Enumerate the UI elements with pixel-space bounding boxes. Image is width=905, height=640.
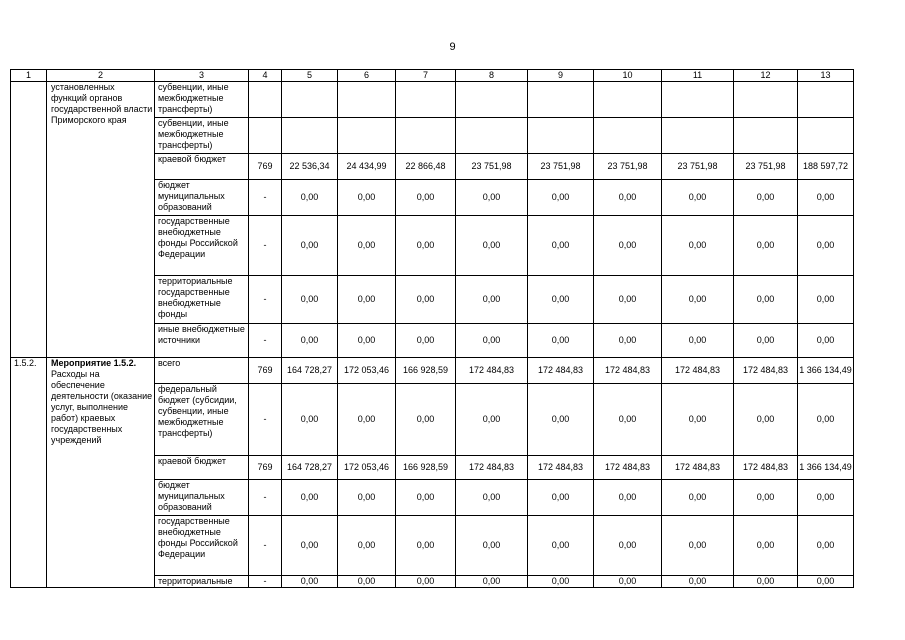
value-cell: 0,00 xyxy=(528,216,594,276)
funding-source: краевой бюджет xyxy=(155,154,249,180)
value-cell: 0,00 xyxy=(594,480,662,516)
value-cell: - xyxy=(249,516,282,576)
value-cell xyxy=(662,82,734,118)
value-cell xyxy=(338,82,396,118)
value-cell xyxy=(456,82,528,118)
value-cell: 188 597,72 xyxy=(798,154,854,180)
funding-source: территориальные xyxy=(155,576,249,588)
value-cell: 0,00 xyxy=(338,216,396,276)
value-cell xyxy=(594,118,662,154)
table-row xyxy=(11,358,854,384)
activity-description: установленных функций органов государственной власти Приморского края xyxy=(51,82,153,125)
value-cell: 0,00 xyxy=(798,180,854,216)
value-cell: 164 728,27 xyxy=(282,358,338,384)
funding-source: бюджет муниципальных образований xyxy=(155,480,249,516)
column-header: 12 xyxy=(734,70,798,82)
header-row xyxy=(11,70,854,82)
value-cell: 22 866,48 xyxy=(396,154,456,180)
column-header: 3 xyxy=(155,70,249,82)
value-cell: 1 366 134,49 xyxy=(798,358,854,384)
value-cell: 0,00 xyxy=(594,576,662,588)
value-cell: 0,00 xyxy=(396,216,456,276)
funding-source: всего xyxy=(155,358,249,384)
value-cell: 0,00 xyxy=(594,276,662,324)
value-cell: 0,00 xyxy=(798,384,854,456)
funding-source: краевой бюджет xyxy=(155,456,249,480)
value-cell xyxy=(338,118,396,154)
value-cell: 769 xyxy=(249,358,282,384)
value-cell: 0,00 xyxy=(594,216,662,276)
value-cell: 0,00 xyxy=(456,480,528,516)
value-cell xyxy=(249,82,282,118)
column-header: 7 xyxy=(396,70,456,82)
value-cell: 0,00 xyxy=(396,516,456,576)
activity-description: Расходы на обеспечение деятельности (оказание услуг, выполнение работ) краевых государственных учреждений xyxy=(51,369,153,445)
value-cell: 172 484,83 xyxy=(528,358,594,384)
column-header: 11 xyxy=(662,70,734,82)
value-cell xyxy=(396,82,456,118)
column-header: 6 xyxy=(338,70,396,82)
funding-source: субвенции, иные межбюджетные трансферты) xyxy=(155,118,249,154)
value-cell: 172 484,83 xyxy=(734,456,798,480)
value-cell: 0,00 xyxy=(338,576,396,588)
value-cell: - xyxy=(249,180,282,216)
value-cell: 0,00 xyxy=(456,216,528,276)
value-cell: - xyxy=(249,576,282,588)
value-cell: 0,00 xyxy=(662,276,734,324)
value-cell: 0,00 xyxy=(528,576,594,588)
value-cell: 166 928,59 xyxy=(396,358,456,384)
column-header: 10 xyxy=(594,70,662,82)
value-cell: 0,00 xyxy=(594,516,662,576)
value-cell: 0,00 xyxy=(338,516,396,576)
column-header: 1 xyxy=(11,70,47,82)
value-cell: 0,00 xyxy=(594,384,662,456)
value-cell: 0,00 xyxy=(662,384,734,456)
value-cell: 0,00 xyxy=(456,324,528,358)
value-cell: 0,00 xyxy=(662,216,734,276)
value-cell xyxy=(734,82,798,118)
value-cell: 0,00 xyxy=(282,516,338,576)
value-cell: - xyxy=(249,324,282,358)
value-cell: - xyxy=(249,216,282,276)
value-cell: 0,00 xyxy=(396,576,456,588)
value-cell: 0,00 xyxy=(734,516,798,576)
value-cell: 166 928,59 xyxy=(396,456,456,480)
value-cell: 23 751,98 xyxy=(456,154,528,180)
value-cell: 0,00 xyxy=(798,576,854,588)
value-cell: 0,00 xyxy=(396,180,456,216)
value-cell: 0,00 xyxy=(734,480,798,516)
row-number: 1.5.2. xyxy=(11,358,47,588)
value-cell: - xyxy=(249,276,282,324)
value-cell: 0,00 xyxy=(528,480,594,516)
funding-source: бюджет муниципальных образований xyxy=(155,180,249,216)
value-cell: 0,00 xyxy=(594,180,662,216)
value-cell: 0,00 xyxy=(282,576,338,588)
value-cell: 172 053,46 xyxy=(338,456,396,480)
funding-source: иные внебюджетные источники xyxy=(155,324,249,358)
value-cell: 0,00 xyxy=(734,576,798,588)
value-cell: 0,00 xyxy=(282,384,338,456)
value-cell xyxy=(798,82,854,118)
value-cell: 0,00 xyxy=(798,216,854,276)
budget-table xyxy=(10,69,854,588)
value-cell: 172 484,83 xyxy=(662,358,734,384)
value-cell: 0,00 xyxy=(662,576,734,588)
column-header: 13 xyxy=(798,70,854,82)
value-cell: 0,00 xyxy=(282,276,338,324)
value-cell: 769 xyxy=(249,154,282,180)
funding-source: государственные внебюджетные фонды Российской Федерации xyxy=(155,216,249,276)
value-cell: 0,00 xyxy=(282,324,338,358)
value-cell: 0,00 xyxy=(662,324,734,358)
value-cell: 0,00 xyxy=(338,480,396,516)
funding-source: субвенции, иные межбюджетные трансферты) xyxy=(155,82,249,118)
value-cell: 23 751,98 xyxy=(594,154,662,180)
value-cell: 0,00 xyxy=(456,276,528,324)
value-cell: 0,00 xyxy=(528,276,594,324)
funding-source: территориальные государственные внебюджетные фонды xyxy=(155,276,249,324)
column-header: 8 xyxy=(456,70,528,82)
value-cell: 1 366 134,49 xyxy=(798,456,854,480)
value-cell: 22 536,34 xyxy=(282,154,338,180)
value-cell xyxy=(282,118,338,154)
column-header: 9 xyxy=(528,70,594,82)
value-cell xyxy=(456,118,528,154)
value-cell: 0,00 xyxy=(456,576,528,588)
value-cell xyxy=(528,118,594,154)
funding-source: государственные внебюджетные фонды Российской Федерации xyxy=(155,516,249,576)
value-cell: 0,00 xyxy=(734,276,798,324)
value-cell: 172 484,83 xyxy=(734,358,798,384)
value-cell: 23 751,98 xyxy=(734,154,798,180)
value-cell: 0,00 xyxy=(662,480,734,516)
value-cell: 0,00 xyxy=(798,276,854,324)
value-cell xyxy=(282,82,338,118)
value-cell: 0,00 xyxy=(734,180,798,216)
table-row xyxy=(11,82,854,118)
value-cell xyxy=(662,118,734,154)
value-cell: 0,00 xyxy=(662,180,734,216)
value-cell: 0,00 xyxy=(396,384,456,456)
value-cell: 0,00 xyxy=(456,180,528,216)
value-cell: 172 053,46 xyxy=(338,358,396,384)
value-cell: 23 751,98 xyxy=(662,154,734,180)
value-cell: 0,00 xyxy=(734,324,798,358)
value-cell: 0,00 xyxy=(528,384,594,456)
value-cell: 0,00 xyxy=(338,324,396,358)
value-cell: 0,00 xyxy=(734,384,798,456)
value-cell xyxy=(396,118,456,154)
value-cell xyxy=(528,82,594,118)
value-cell: 172 484,83 xyxy=(456,456,528,480)
value-cell xyxy=(734,118,798,154)
value-cell: 0,00 xyxy=(396,480,456,516)
value-cell: 0,00 xyxy=(734,216,798,276)
column-header: 4 xyxy=(249,70,282,82)
activity-title: Мероприятие 1.5.2. xyxy=(51,358,137,368)
value-cell: 0,00 xyxy=(798,324,854,358)
value-cell: 172 484,83 xyxy=(594,358,662,384)
row-number xyxy=(11,82,47,358)
activity-cell xyxy=(47,82,155,358)
value-cell: 0,00 xyxy=(528,180,594,216)
value-cell: 769 xyxy=(249,456,282,480)
value-cell: 172 484,83 xyxy=(662,456,734,480)
value-cell: 172 484,83 xyxy=(594,456,662,480)
value-cell xyxy=(249,118,282,154)
value-cell: 0,00 xyxy=(528,324,594,358)
value-cell: 164 728,27 xyxy=(282,456,338,480)
page-number: 9 xyxy=(449,41,456,53)
value-cell: 0,00 xyxy=(662,516,734,576)
value-cell: 0,00 xyxy=(282,480,338,516)
column-header: 2 xyxy=(47,70,155,82)
value-cell: 0,00 xyxy=(338,384,396,456)
value-cell: 0,00 xyxy=(456,384,528,456)
value-cell: 0,00 xyxy=(456,516,528,576)
value-cell: - xyxy=(249,384,282,456)
funding-source: федеральный бюджет (субсидии, субвенции, иные межбюджетные трансферты) xyxy=(155,384,249,456)
value-cell xyxy=(594,82,662,118)
value-cell: - xyxy=(249,480,282,516)
value-cell: 0,00 xyxy=(338,276,396,324)
value-cell: 0,00 xyxy=(282,180,338,216)
value-cell: 172 484,83 xyxy=(456,358,528,384)
activity-cell xyxy=(47,358,155,588)
value-cell: 23 751,98 xyxy=(528,154,594,180)
value-cell: 0,00 xyxy=(798,516,854,576)
value-cell: 0,00 xyxy=(338,180,396,216)
value-cell: 172 484,83 xyxy=(528,456,594,480)
value-cell: 0,00 xyxy=(396,324,456,358)
value-cell: 0,00 xyxy=(282,216,338,276)
value-cell: 0,00 xyxy=(528,516,594,576)
value-cell: 0,00 xyxy=(594,324,662,358)
value-cell xyxy=(798,118,854,154)
value-cell: 24 434,99 xyxy=(338,154,396,180)
value-cell: 0,00 xyxy=(798,480,854,516)
column-header: 5 xyxy=(282,70,338,82)
value-cell: 0,00 xyxy=(396,276,456,324)
